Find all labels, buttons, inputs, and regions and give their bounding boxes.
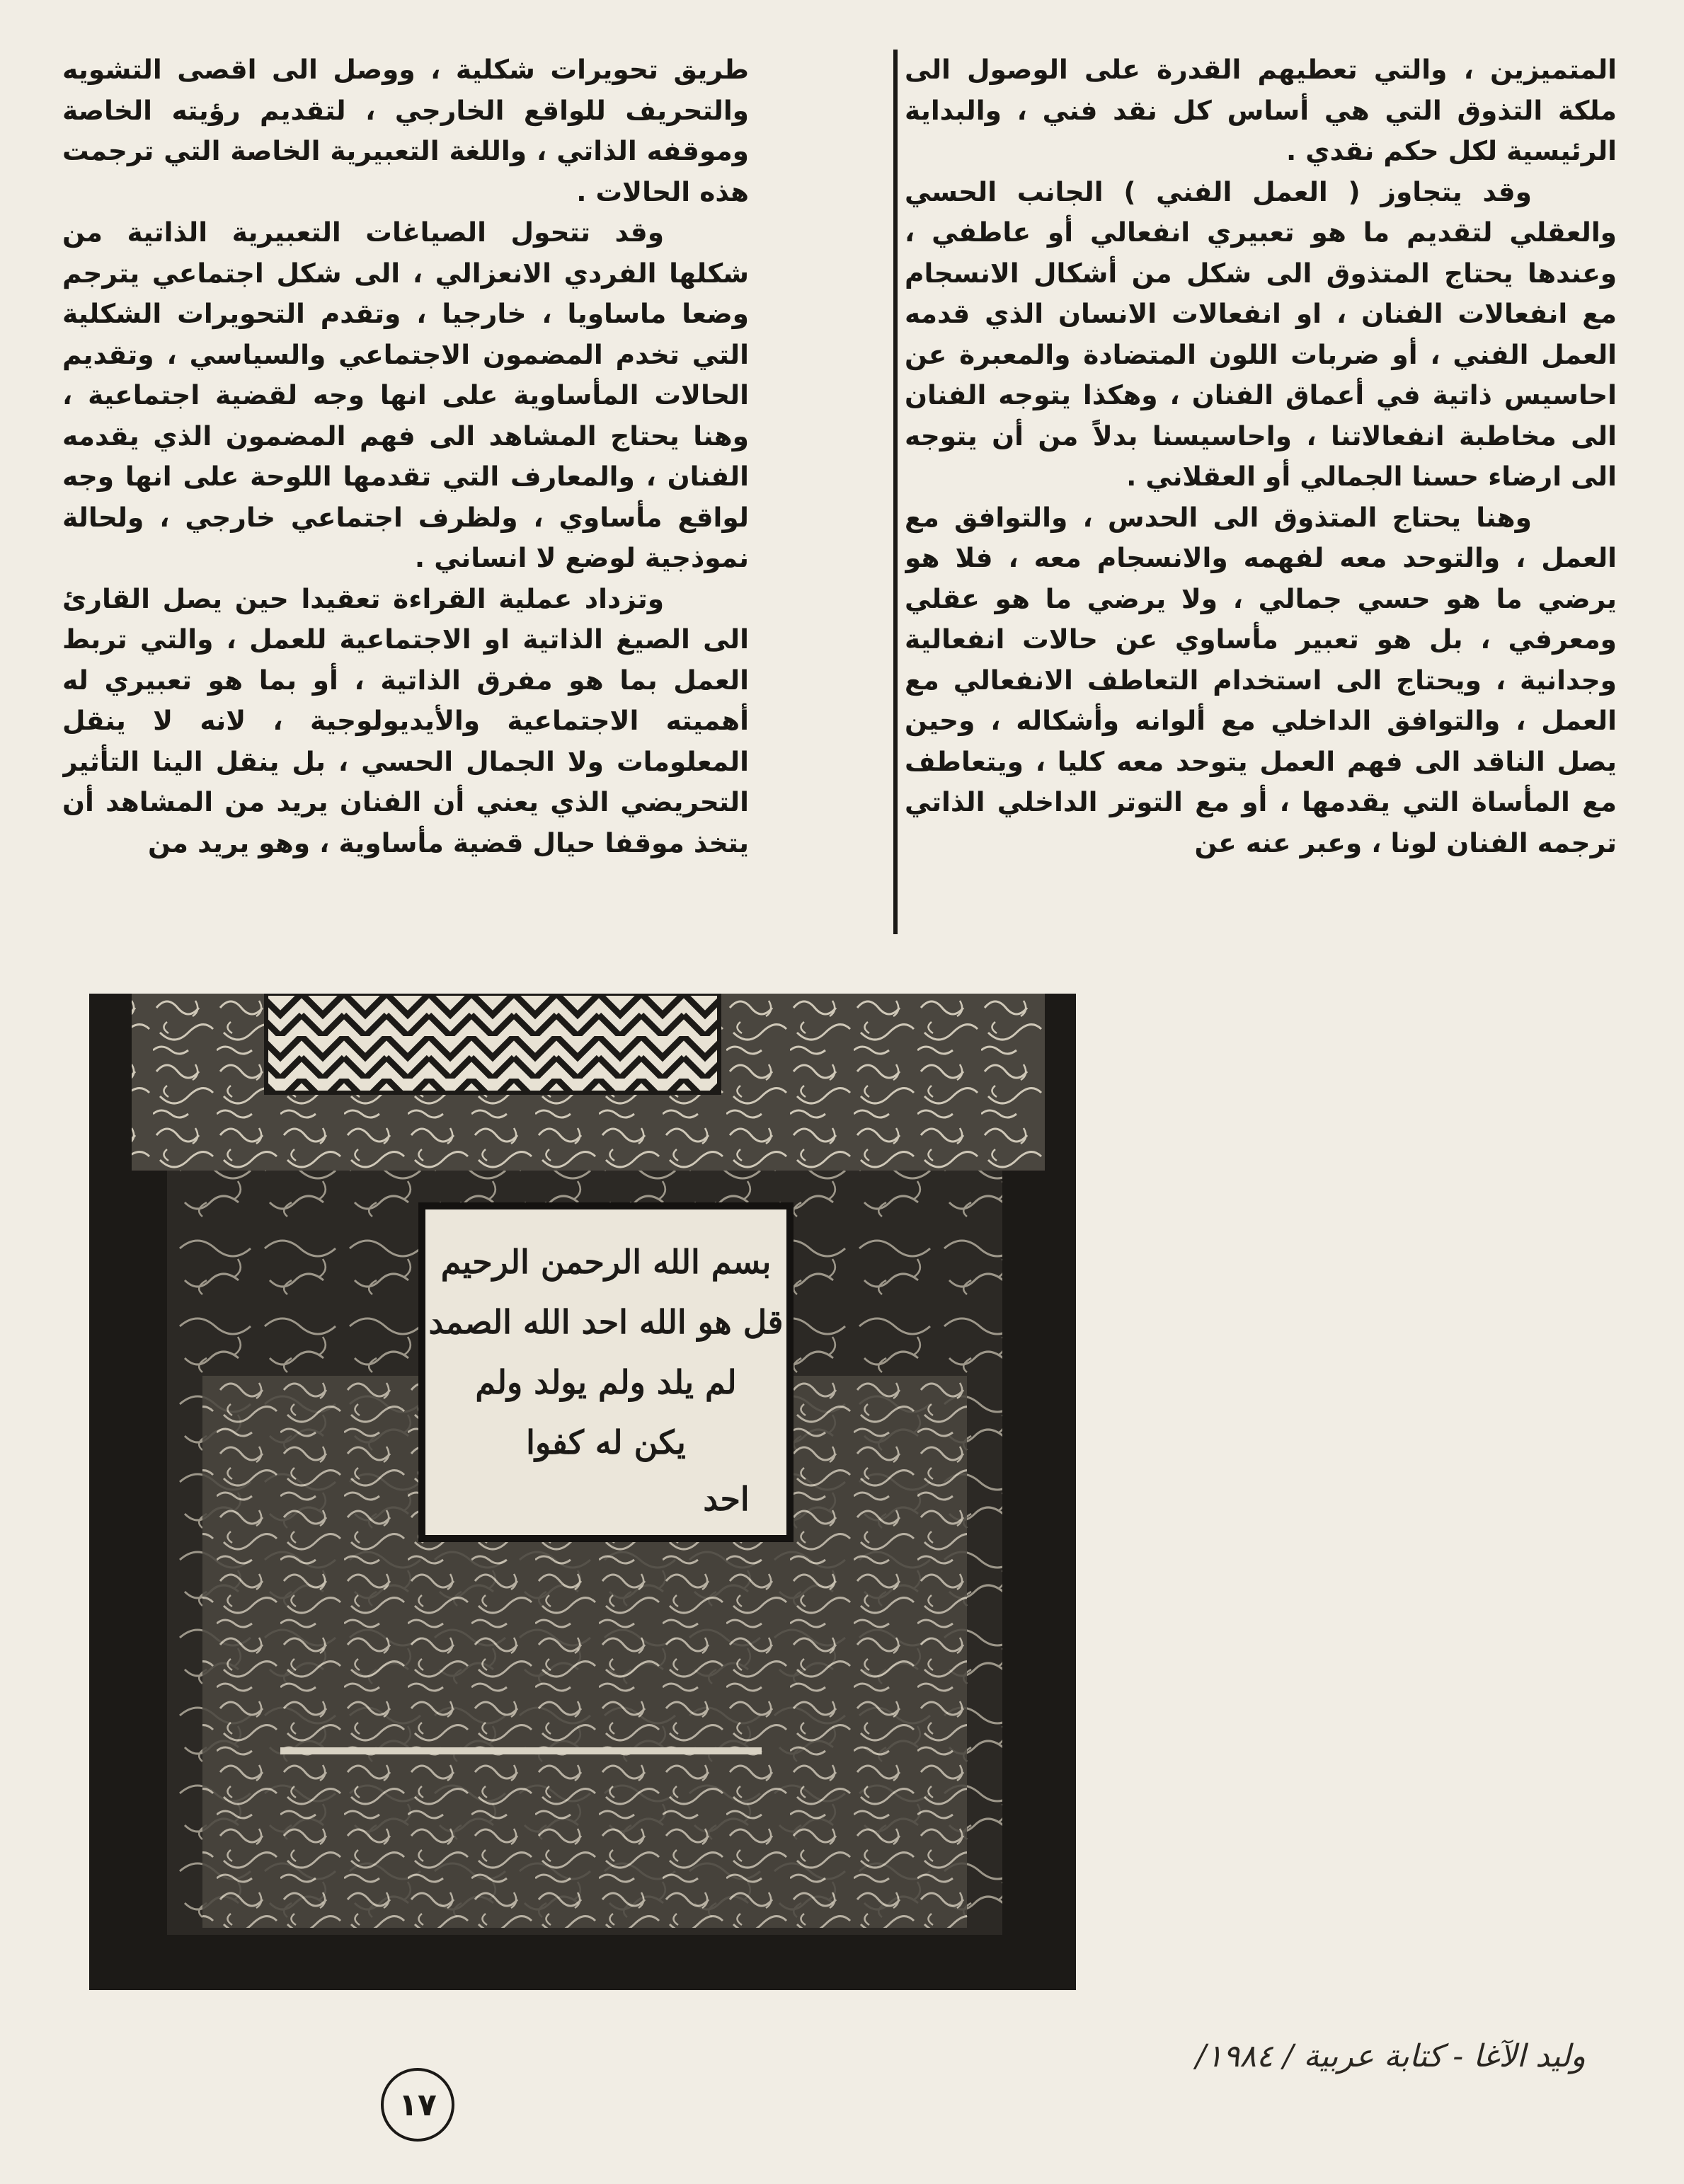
calligraphy-line: يكن له كفوا [526,1423,686,1461]
left-column-paragraph: طريق تحويرات شكلية ، ووصل الى اقصى التشويه والتحريف للواقع الخارجي ، لتقديم رؤيته الخاصة وموقفه الذاتي ، واللغة التعبيرية الخاصة التي ترجمت هذه الحالات . [62,54,749,207]
right-column-paragraph: وهنا يحتاج المتذوق الى الحدس ، والتوافق مع العمل ، والتوحد معه لفهمه والانسجام معه ، فلا هو يرضي ما هو حسي جمالي ، ولا يرضي ما هو عقلي ومعرفي ، بل هو تعبير مأساوي عن حالات انفعالية وجدانية ، ويحتاج الى استخدام التعاطف الانفعالي مع العمل ، والتوافق الداخلي مع ألوانه وأشكاله ، وحين يصل الناقد الى فهم العمل يتوحد معه كليا ، ويتعاطف مع المأساة التي يقدمها ، أو مع التوتر الداخلي الذاتي ترجمه الفنان لونا ، وعبر عنه عن [905,501,1617,858]
calligraphy-line: قل هو الله احد الله الصمد [428,1303,784,1341]
left-column-paragraph: وقد تتحول الصياغات التعبيرية الذاتية من شكلها الفردي الانعزالي ، الى شكل اجتماعي يترجم وضعا ماساويا ، خارجيا ، وتقدم التحويرات الشكلية التي تخدم المضمون الاجتماعي والسياسي ، وتقديم الحالات المأساوية على انها وجه لقضية اجتماعية ، وهنا يحتاج المشاهد الى فهم المضمون الذي يقدمه الفنان ، والمعارف التي تقدمها اللوحة على انها وجه لواقع مأساوي ، ولظرف اجتماعي خارجي ، ولحالة نموذجية لوضع لا انساني . [62,217,749,573]
calligraphy-line: لم يلد ولم يولد ولم [475,1363,737,1401]
calligraphy-line: احد [703,1480,750,1518]
artwork-photo [89,994,1076,1990]
calligraphy-line: بسم الله الرحمن الرحيم [440,1243,772,1281]
left-column-paragraph: وتزداد عملية القراءة تعقيدا حين يصل القارئ الى الصيغ الذاتية او الاجتماعية للعمل ، والتي تربط العمل بما هو مفرق الذاتية ، أو بما هو تعبيري له أهميته الاجتماعية والأيديولوجية ، لانه لا ينقل المعلومات ولا الجمال الحسي ، بل ينقل الينا التأثير التحريضي الذي يعني أن الفنان يريد من المشاهد أن يتخذ موقفا حيال قضية مأساوية ، وهو يريد من [62,582,749,858]
right-column-paragraph: المتميزين ، والتي تعطيهم القدرة على الوصول الى ملكة التذوق التي هي أساس كل نقد فني ، والبداية الرئيسية لكل حكم نقدي . [905,54,1617,166]
text-column-right [905,50,1617,948]
column-divider [893,50,898,934]
text-column-left [62,50,749,948]
right-column-paragraph: وقد يتجاوز ( العمل الفني ) الجانب الحسي والعقلي لتقديم ما هو تعبيري انفعالي أو عاطفي ، وعندها يحتاج المتذوق الى شكل من أشكال الانسجام مع انفعالات الفنان ، او انفعالات الانسان الذي قدمه العمل الفني ، أو ضربات اللون المتضادة والمعبرة عن احاسيس ذاتية في أعماق الفنان ، وهكذا يتوجه الفنان الى مخاطبة انفعالاتنا ، واحاسيسنا بدلاً من أن يتوجه الى ارضاء حسنا الجمالي أو العقلاني . [905,176,1617,492]
figure-caption: وليد الآغا - كتابة عربية / ١٩٨٤/ [1196,2038,1586,2074]
artwork-illustration [89,994,1076,1990]
page-number: ١٧ [381,2068,454,2142]
